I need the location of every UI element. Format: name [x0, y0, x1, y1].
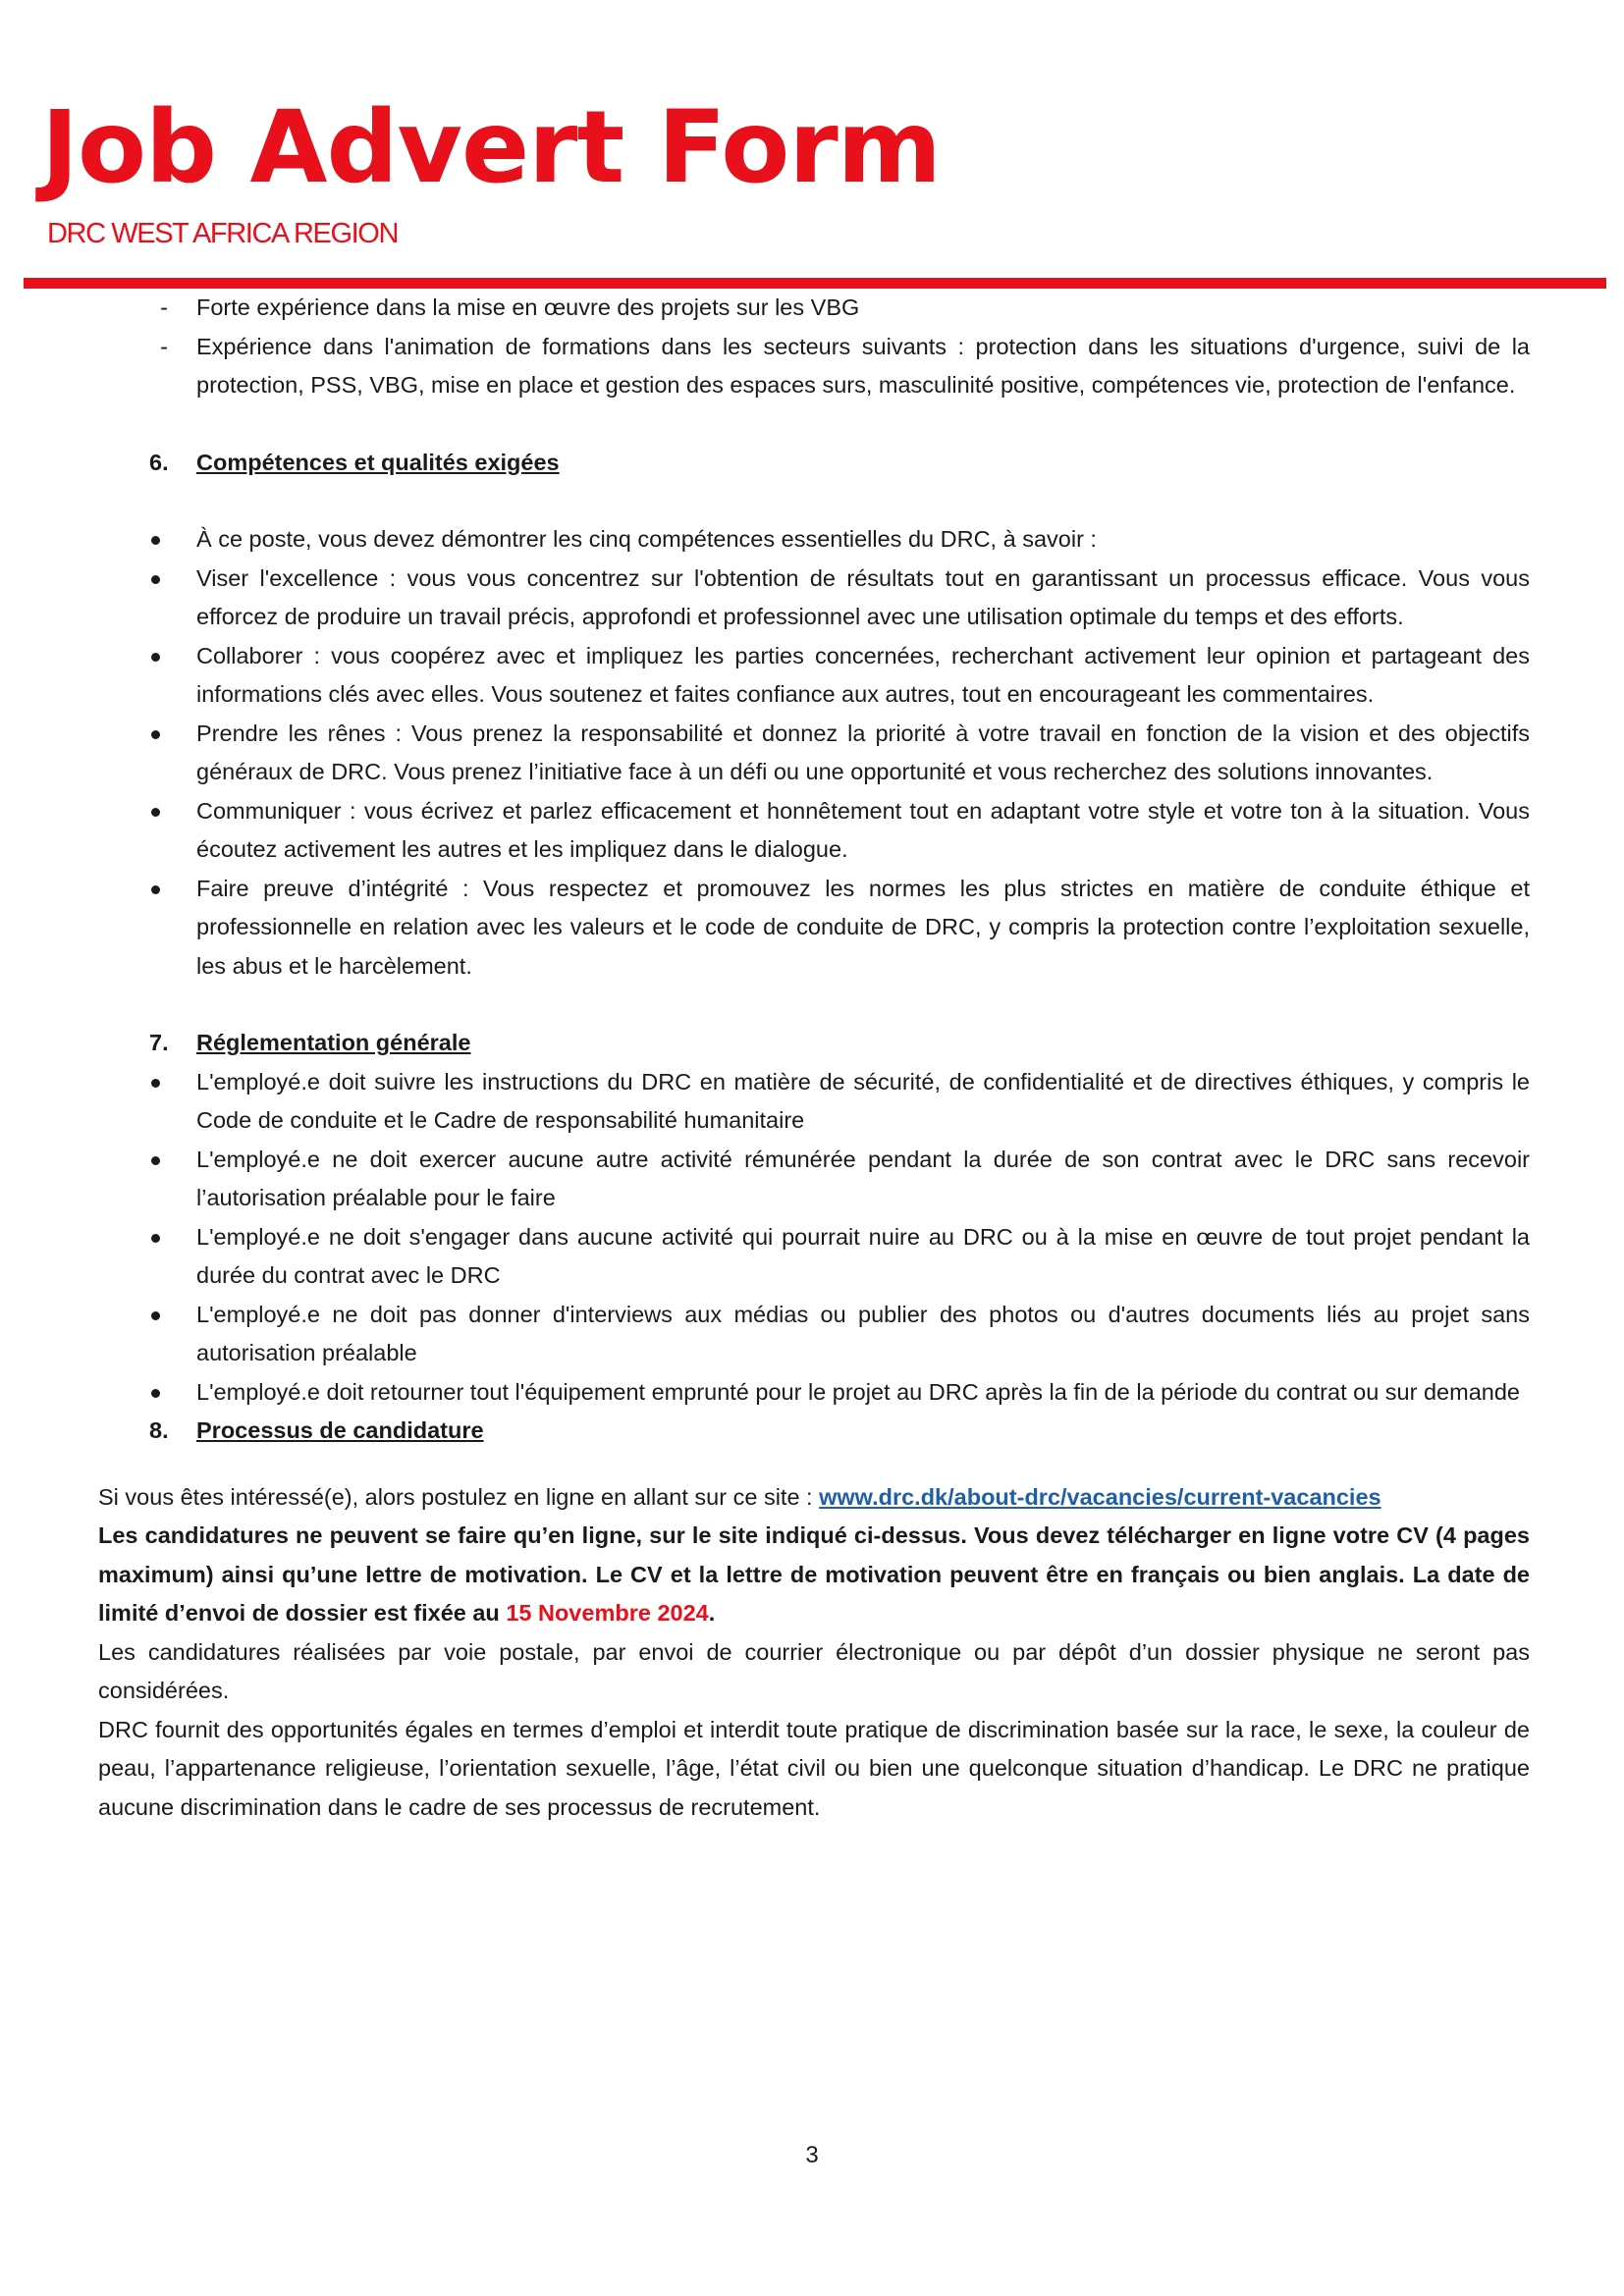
bullet-icon [151, 575, 160, 584]
section-number: 8. [149, 1417, 169, 1443]
dash-marker: - [160, 333, 168, 359]
dash-marker: - [160, 294, 168, 320]
bullet-text: L'employé.e doit suivre les instructions du DRC en matière de sécurité, de confidentialité et de directives éthiques, y compris le Code de conduite et le Cadre de responsabilité humanitaire [196, 1068, 1530, 1133]
bullet-item [196, 792, 1530, 870]
bullet-icon [151, 1156, 160, 1165]
bullet-icon [151, 1311, 160, 1320]
list-item [160, 328, 1530, 405]
region-subtitle: DRC WEST AFRICA REGION [47, 218, 398, 249]
list-item [160, 289, 1530, 328]
bullet-icon [151, 1234, 160, 1243]
bullet-text: Faire preuve d’intégrité : Vous respectez et promouvez les normes les plus strictes en matière de conduite éthique et professionnelle en relation avec les valeurs et le code de conduite de DRC, y compris la protection contre l’exploitation sexuelle, les abus et le harcèlement. [196, 875, 1530, 979]
bullet-icon [151, 1079, 160, 1088]
section-heading [149, 1024, 1530, 1063]
bullet-icon [151, 653, 160, 662]
page-content [0, 289, 1624, 1827]
bullet-text: Prendre les rênes : Vous prenez la responsabilité et donnez la priorité à votre travail en fonction de la vision et des objectifs généraux de DRC. Vous prenez l’initiative face à un défi ou une opportunité et vous recherchez des solutions innovantes. [196, 720, 1530, 784]
bullet-item [196, 1218, 1530, 1296]
bullet-item [196, 1063, 1530, 1141]
deadline-period: . [708, 1600, 716, 1626]
list-item-text: Forte expérience dans la mise en œuvre des projets sur les VBG [196, 294, 860, 320]
bullet-item [196, 520, 1530, 560]
bullet-text: L'employé.e ne doit pas donner d'interviews aux médias ou publier des photos ou d'autres documents liés au projet sans autorisation préalable [196, 1301, 1530, 1365]
bullet-item [196, 1373, 1530, 1413]
bullet-item [196, 1296, 1530, 1373]
deadline-date: 15 Novembre 2024 [506, 1600, 709, 1626]
apply-intro: Si vous êtes intéressé(e), alors postulez en ligne en allant sur ce site : [98, 1483, 820, 1510]
application-text [98, 1478, 1530, 1828]
section-number: 7. [149, 1030, 169, 1055]
bullet-item [196, 715, 1530, 792]
bullet-text: Collaborer : vous coopérez avec et impliquez les parties concernées, recherchant activement leur opinion et partageant des informations clés avec elles. Vous soutenez et faites confiance aux autres, tout en encourageant les commentaires. [196, 642, 1530, 707]
header-divider [24, 278, 1606, 289]
bullet-item [196, 1141, 1530, 1218]
bullet-icon [151, 536, 160, 545]
bullet-icon [151, 808, 160, 817]
bullet-icon [151, 1389, 160, 1398]
application-requirements: Les candidatures ne peuvent se faire qu’en ligne, sur le site indiqué ci-dessus. Vous devez télécharger en ligne votre CV (4 pages maximum) ainsi qu’une lettre de motivation. Le CV et la lettre de motivation peuvent être en français ou bien anglais. La date de limité d’envoi de dossier est fixée au [98, 1522, 1530, 1626]
postal-notice: Les candidatures réalisées par voie postale, par envoi de courrier électronique ou par dépôt d’un dossier physique ne seront pas considérées. [98, 1638, 1530, 1703]
bullet-text: À ce poste, vous devez démontrer les cinq compétences essentielles du DRC, à savoir : [196, 526, 1097, 552]
form-title: Job Advert Form [41, 89, 941, 206]
vacancies-link[interactable]: www.drc.dk/about-drc/vacancies/current-vacancies [819, 1483, 1381, 1510]
section-title: Processus de candidature [196, 1417, 484, 1443]
bullet-item [196, 637, 1530, 715]
bullet-text: Viser l'excellence : vous vous concentrez sur l'obtention de résultats tout en garantissant un processus efficace. Vous vous efforcez de produire un travail précis, approfondi et professionnel avec une utilisation optimale du temps et des efforts. [196, 564, 1530, 629]
bullet-text: L'employé.e ne doit s'engager dans aucune activité qui pourrait nuire au DRC ou à la mise en œuvre de tout projet pendant la durée du contrat avec le DRC [196, 1223, 1530, 1288]
bullet-icon [151, 885, 160, 894]
bullet-text: L'employé.e doit retourner tout l'équipement emprunté pour le projet au DRC après la fin de la période du contrat ou sur demande [196, 1378, 1520, 1405]
list-item-text: Expérience dans l'animation de formations dans les secteurs suivants : protection dans les situations d'urgence, suivi de la protection, PSS, VBG, mise en place et gestion des espaces surs, masculinité positive, compétences vie, protection de l'enfance. [196, 333, 1530, 398]
equal-opportunity-statement: DRC fournit des opportunités égales en termes d’emploi et interdit toute pratique de discrimination basée sur la race, le sexe, la couleur de peau, l’appartenance religieuse, l’orientation sexuelle, l’âge, l’état civil ou bien une quelconque situation d’handicap. Le DRC ne pratique aucune discrimination dans le cadre de ses processus de recrutement. [98, 1716, 1530, 1820]
page-number: 3 [805, 2142, 819, 2168]
bullet-item [196, 560, 1530, 637]
bullet-text: L'employé.e ne doit exercer aucune autre activité rémunérée pendant la durée de son contrat avec le DRC sans recevoir l’autorisation préalable pour le faire [196, 1146, 1530, 1210]
section-heading [149, 444, 1530, 483]
section-title: Compétences et qualités exigées [196, 449, 560, 475]
bullet-item [196, 870, 1530, 987]
section-title: Réglementation générale [196, 1030, 471, 1055]
bullet-icon [151, 730, 160, 739]
bullet-text: Communiquer : vous écrivez et parlez efficacement et honnêtement tout en adaptant votre style et votre ton à la situation. Vous écoutez activement les autres et les impliquez dans le dialogue. [196, 797, 1530, 862]
section-number: 6. [149, 449, 169, 475]
section-heading [149, 1412, 1530, 1451]
